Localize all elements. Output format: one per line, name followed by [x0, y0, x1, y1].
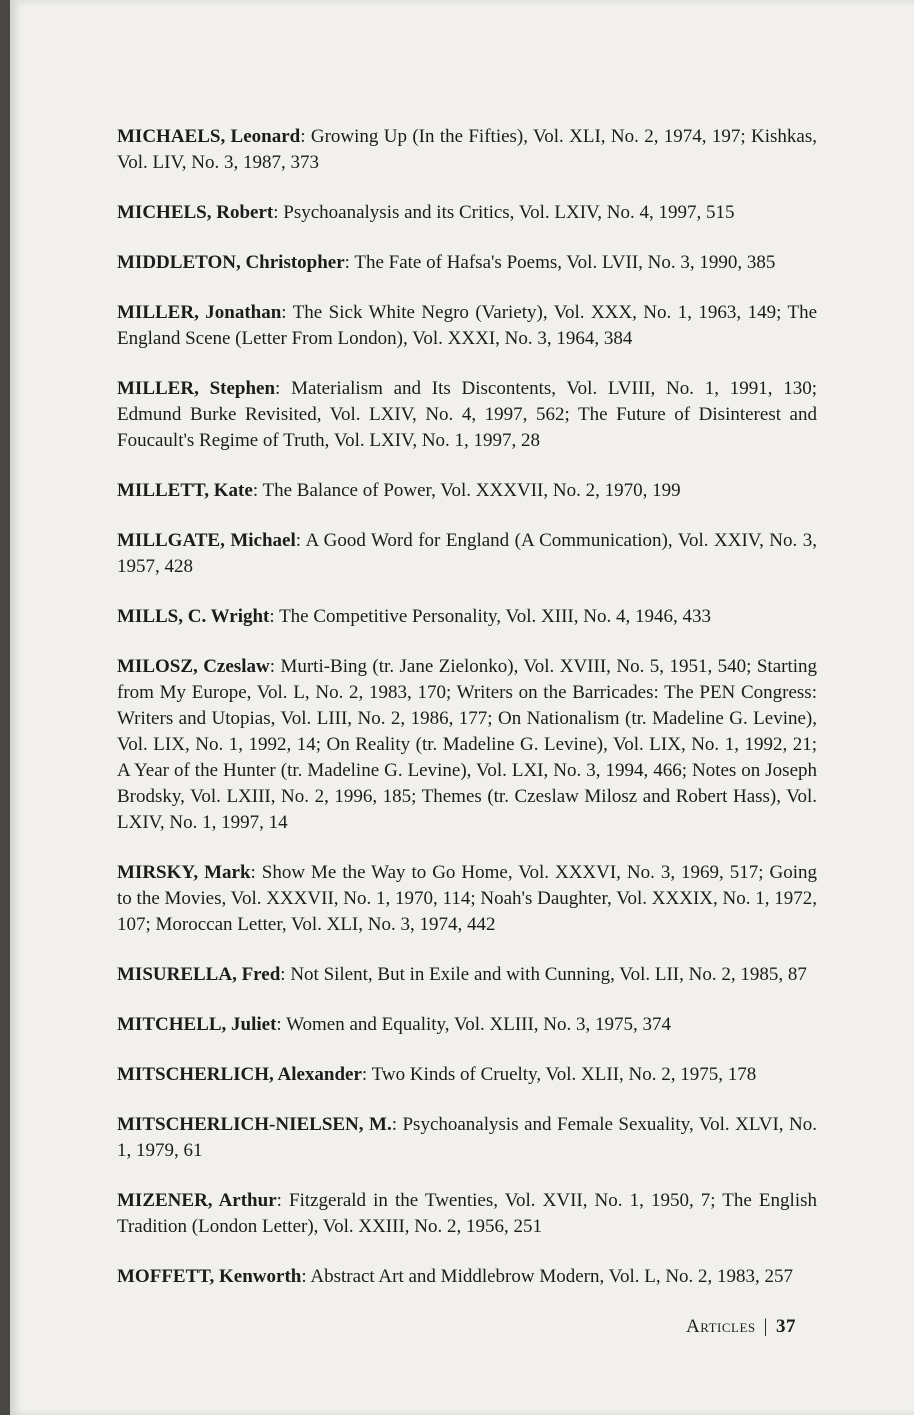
index-entry: MIZENER, Arthur: Fitzgerald in the Twenties, Vol. XVII, No. 1, 1950, 7; The English Tradition (London Letter), Vol. XXIII, No. 2, 1956, 251: [117, 1190, 817, 1237]
entry-citations: The Competitive Personality, Vol. XIII, No. 4, 1946, 433: [279, 606, 711, 627]
page-number: 37: [775, 1316, 796, 1337]
author-name: MIRSKY, Mark: [117, 862, 251, 883]
entry-citations: The Sick White Negro (Variety), Vol. XXX, No. 1, 1963, 149; The England Scene (Letter From London), Vol. XXXI, No. 3, 1964, 384: [117, 302, 818, 349]
index-entry: MILLS, C. Wright: The Competitive Personality, Vol. XIII, No. 4, 1946, 433: [117, 606, 711, 627]
running-footer-section: Articles: [686, 1316, 756, 1337]
entry-citations: Not Silent, But in Exile and with Cunning, Vol. LII, No. 2, 1985, 87: [290, 964, 807, 985]
index-entry: MILOSZ, Czeslaw: Murti-Bing (tr. Jane Zielonko), Vol. XVIII, No. 5, 1951, 540; Starting from My Europe, Vol. L, No. 2, 1983, 170; Writers on the Barricades: The PEN Congress: Writers and Utopias, Vol. LIII, No. 2, 1986, 177; On Nationalism (tr. Madeline G. Levine), Vol. LIX, No. 1, 1992, 14; On Reality (tr. Madeline G. Levine), Vol. LIX, No. 1, 1992, 21; A Year of the Hunter (tr. Madeline G. Levine), Vol. LXI, No. 3, 1994, 466; Notes on Joseph Brodsky, Vol. LXIII, No. 2, 1996, 185; Themes (tr. Czeslaw Milosz and Robert Hass), Vol. LXIV, No. 1, 1997, 14: [117, 656, 818, 833]
entry-citations: Show Me the Way to Go Home, Vol. XXXVI, No. 3, 1969, 517; Going to the Movies, Vol. XXXVII, No. 1, 1970, 114; Noah's Daughter, Vol. XXXIX, No. 1, 1972, 107; Moroccan Letter, Vol. XLI, No. 3, 1974, 442: [117, 862, 818, 935]
author-name: MILOSZ, Czeslaw: [117, 656, 270, 677]
entry-citations: Two Kinds of Cruelty, Vol. XLII, No. 2, 1975, 178: [371, 1064, 757, 1085]
entry-citations: Fitzgerald in the Twenties, Vol. XVII, No. 1, 1950, 7; The English Tradition (London Letter), Vol. XXIII, No. 2, 1956, 251: [117, 1190, 817, 1237]
page-footer: [686, 1316, 796, 1338]
index-entry: MITSCHERLICH-NIELSEN, M.: Psychoanalysis and Female Sexuality, Vol. XLVI, No. 1, 1979, 61: [117, 1114, 817, 1161]
index-entry: MILLETT, Kate: The Balance of Power, Vol. XXXVII, No. 2, 1970, 199: [117, 480, 681, 501]
author-name: MITSCHERLICH, Alexander: [117, 1064, 362, 1085]
author-name: MICHELS, Robert: [117, 202, 274, 223]
entry-citations: The Balance of Power, Vol. XXXVII, No. 2, 1970, 199: [262, 480, 681, 501]
index-entry: MILLGATE, Michael: A Good Word for England (A Communication), Vol. XXIV, No. 3, 1957, 428: [117, 530, 817, 577]
entry-citations: Materialism and Its Discontents, Vol. LVIII, No. 1, 1991, 130; Edmund Burke Revisited, Vol. LXIV, No. 4, 1997, 562; The Future of Disinterest and Foucault's Regime of Truth, Vol. LXIV, No. 1, 1997, 28: [117, 378, 817, 451]
index-entry: MICHELS, Robert: Psychoanalysis and its Critics, Vol. LXIV, No. 4, 1997, 515: [117, 202, 735, 223]
author-index-list: [117, 124, 817, 1314]
index-entry: MITSCHERLICH, Alexander: Two Kinds of Cruelty, Vol. XLII, No. 2, 1975, 178: [117, 1064, 757, 1085]
author-name: MIDDLETON, Christopher: [117, 252, 345, 273]
index-entry: MIDDLETON, Christopher: The Fate of Hafsa's Poems, Vol. LVII, No. 3, 1990, 385: [117, 252, 776, 273]
entry-citations: Psychoanalysis and its Critics, Vol. LXIV, No. 4, 1997, 515: [283, 202, 735, 223]
index-page: [10, 0, 914, 1415]
entry-citations: Abstract Art and Middlebrow Modern, Vol. L, No. 2, 1983, 257: [310, 1266, 794, 1287]
author-name: MISURELLA, Fred: [117, 964, 281, 985]
entry-citations: Murti-Bing (tr. Jane Zielonko), Vol. XVIII, No. 5, 1951, 540; Starting from My Europe, Vol. L, No. 2, 1983, 170; Writers on the Barricades: The PEN Congress: Writers and Utopias, Vol. LIII, No. 2, 1986, 177; On Nationalism (tr. Madeline G. Levine), Vol. LIX, No. 1, 1992, 14; On Reality (tr. Madeline G. Levine), Vol. LIX, No. 1, 1992, 21; A Year of the Hunter (tr. Madeline G. Levine), Vol. LXI, No. 3, 1994, 466; Notes on Joseph Brodsky, Vol. LXIII, No. 2, 1996, 185; Themes (tr. Czeslaw Milosz and Robert Hass), Vol. LXIV, No. 1, 1997, 14: [117, 656, 818, 833]
author-name: MILLS, C. Wright: [117, 606, 270, 627]
index-entry: MIRSKY, Mark: Show Me the Way to Go Home, Vol. XXXVI, No. 3, 1969, 517; Going to the Movies, Vol. XXXVII, No. 1, 1970, 114; Noah's Daughter, Vol. XXXIX, No. 1, 1972, 107; Moroccan Letter, Vol. XLI, No. 3, 1974, 442: [117, 862, 818, 935]
index-entry: MOFFETT, Kenworth: Abstract Art and Middlebrow Modern, Vol. L, No. 2, 1983, 257: [117, 1266, 794, 1287]
index-entry: MILLER, Jonathan: The Sick White Negro (Variety), Vol. XXX, No. 1, 1963, 149; The England Scene (Letter From London), Vol. XXXI, No. 3, 1964, 384: [117, 302, 818, 349]
author-name: MICHAELS, Leonard: [117, 126, 301, 147]
footer-separator: |: [763, 1316, 768, 1337]
author-name: MILLGATE, Michael: [117, 530, 296, 551]
entry-citations: Growing Up (In the Fifties), Vol. XLI, No. 2, 1974, 197; Kishkas, Vol. LIV, No. 3, 1987, 373: [117, 126, 817, 173]
index-entry: MISURELLA, Fred: Not Silent, But in Exile and with Cunning, Vol. LII, No. 2, 1985, 87: [117, 964, 807, 985]
index-entry: MILLER, Stephen: Materialism and Its Discontents, Vol. LVIII, No. 1, 1991, 130; Edmund Burke Revisited, Vol. LXIV, No. 4, 1997, 562; The Future of Disinterest and Foucault's Regime of Truth, Vol. LXIV, No. 1, 1997, 28: [117, 378, 817, 451]
index-entry: MICHAELS, Leonard: Growing Up (In the Fifties), Vol. XLI, No. 2, 1974, 197; Kishkas, Vol. LIV, No. 3, 1987, 373: [117, 126, 817, 173]
entry-citations: Women and Equality, Vol. XLIII, No. 3, 1975, 374: [286, 1014, 672, 1035]
author-name: MILLER, Stephen: [117, 378, 276, 399]
entry-citations: A Good Word for England (A Communication), Vol. XXIV, No. 3, 1957, 428: [117, 530, 817, 577]
entry-citations: Psychoanalysis and Female Sexuality, Vol. XLVI, No. 1, 1979, 61: [117, 1114, 817, 1161]
author-name: MILLER, Jonathan: [117, 302, 282, 323]
author-name: MIZENER, Arthur: [117, 1190, 277, 1211]
author-name: MOFFETT, Kenworth: [117, 1266, 302, 1287]
index-entry: MITCHELL, Juliet: Women and Equality, Vol. XLIII, No. 3, 1975, 374: [117, 1014, 672, 1035]
author-name: MITSCHERLICH-NIELSEN, M.: [117, 1114, 392, 1135]
author-name: MILLETT, Kate: [117, 480, 253, 501]
author-name: MITCHELL, Juliet: [117, 1014, 277, 1035]
entry-citations: The Fate of Hafsa's Poems, Vol. LVII, No. 3, 1990, 385: [354, 252, 776, 273]
